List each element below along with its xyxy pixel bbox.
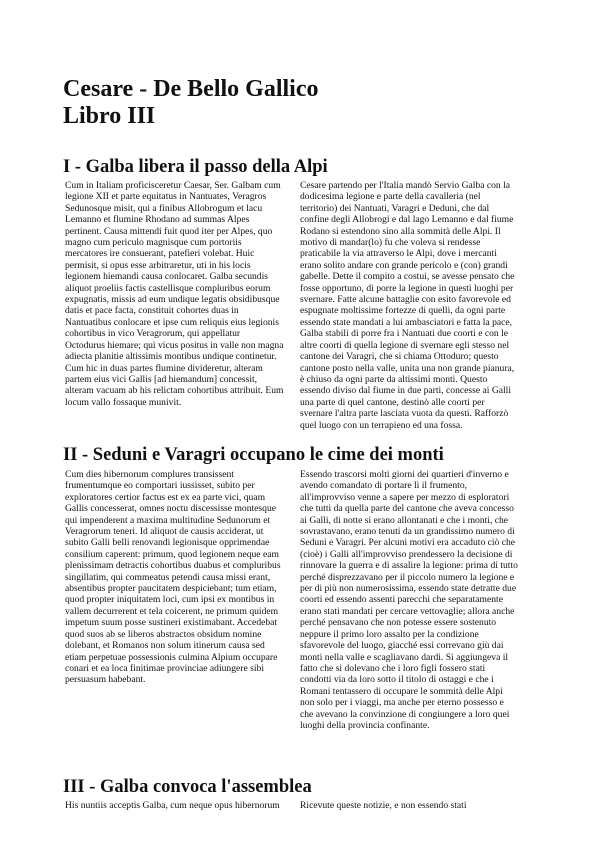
text-line: Cesare partendo per l'Italia mandò Servio Galba con la xyxy=(300,180,511,191)
text-line: Cum hic in duas partes flumine divideretur, alteram xyxy=(65,362,263,374)
text-line: Sedunosque misit, qui a finibus Allobrogum et lacu xyxy=(65,202,263,214)
text-line: Galba stabilì di porre fra i Nantuati due coorti e con le xyxy=(300,328,509,340)
text-line: rinnovare la guerra e di assalire la legione: prima di tutto xyxy=(300,560,518,572)
text-line: permisit, si opus esse arbitraretur, uti in his locis xyxy=(65,259,251,271)
section-2-latin-text xyxy=(65,469,301,686)
text-line: ai Galli, di notte si erano allontanati e che i monti, che xyxy=(300,514,509,526)
text-line: quod suos ab se liberos abstractos obsidum nomine xyxy=(65,628,262,640)
text-line: impetum suum posse sustineri existimabant. Accedebat xyxy=(65,617,278,629)
text-line: una parte di quel cantone, destinò alle coorti per xyxy=(300,396,485,408)
text-line: sfavorevole del luogo, giacché essi correvano giù dai xyxy=(300,640,504,652)
section-1-italian-text xyxy=(300,180,532,431)
text-line: Seduni e Varagri. Per alcuni motivi era accaduto ciò che xyxy=(300,537,516,549)
text-line: adiecta planitie altissimis montibus undique continetur. xyxy=(65,351,277,363)
text-line: che avevano la convinzione di congiungere a loro quei xyxy=(300,708,510,720)
text-line: frumentumque eo comportari iussisset, subito per xyxy=(65,480,255,492)
text-line: vallem decurrerent et tela coicerent, ne primum quidem xyxy=(65,605,279,617)
text-line: cohortibus in vico Veragrorum, qui appellatur xyxy=(65,328,241,340)
text-line: avendo comandato di portare lì il frumento, xyxy=(300,480,468,492)
text-line: Rodano si estendono sino alla sommità delle Alpi. Il xyxy=(300,225,501,237)
text-line: mercatores ire consuerant, patefieri volebat. Huic xyxy=(65,248,255,260)
section-1-latin-text xyxy=(65,180,301,408)
text-line: per di più non numerosissima, essendo state detratte due xyxy=(300,583,517,595)
text-line: legione XII et parte equitatus in Nantuates, Veragros xyxy=(65,191,267,203)
text-line: erano stati mandati per cercare vettovaglie; allora anche xyxy=(300,605,515,617)
text-line: svernare l'altra parte lasciata vuota da questi. Rafforzò xyxy=(300,408,509,420)
text-line: Cum in Italiam proficisceretur Caesar, Ser. Galbam cum xyxy=(65,180,281,191)
section-heading-2: II - Seduni e Varagri occupano le cime dei monti xyxy=(63,445,444,465)
text-line: pertinent. Causa mittendi fuit quod iter per Alpes, quo xyxy=(65,225,273,237)
text-line: Nantuatibus conlocare et ipse cum reliquis eius legionis xyxy=(65,316,279,328)
text-line: Octodurus hiemare; qui vicus positus in valle non magna xyxy=(65,339,284,351)
text-line: Cum dies hibernorum complures transissent xyxy=(65,469,234,480)
text-line: subito Galli belli renovandi legionisque opprimendae xyxy=(65,537,270,549)
document-title xyxy=(63,76,543,130)
document-title-line-1: Cesare - De Bello Gallico xyxy=(63,76,319,102)
text-line: non solo per i viaggi, ma anche per eterno possesso e xyxy=(300,697,504,709)
text-line: legionem hiemandi causa conlocaret. Galba secundis xyxy=(65,271,268,283)
text-line: singillatim, qui commeatus petendi causa missi erant, xyxy=(65,571,271,583)
text-line: neppure il primo loro assalto per la condizione xyxy=(300,628,479,640)
text-line: alteram vacuam ab his relictam cohortibus attribuit. Eum xyxy=(65,385,284,397)
text-line: conari et ea loca finitimae provinciae adiungere sibi xyxy=(65,662,264,674)
text-line: plenissimam detractis cohortibus duabus et compluribus xyxy=(65,560,281,572)
text-line: magno cum periculo magnisque cum portoriis xyxy=(65,237,242,249)
document-title-line-2: Libro III xyxy=(63,103,156,129)
text-line: qui impenderent a maxima multitudine Sedunorum et xyxy=(65,514,271,526)
text-line: consilium caperent: primum, quod legionem neque eam xyxy=(65,548,279,560)
text-line: persuasum habebant. xyxy=(65,674,146,686)
text-line: expugnatis, missis ad eum undique legatis obsidibusque xyxy=(65,294,280,306)
section-heading-1: I - Galba libera il passo della Alpi xyxy=(63,157,328,177)
text-line: cantone dei Varagri, che si chiama Ottoduro; questo xyxy=(300,351,499,363)
text-line: cantone posto nella valle, unita una non grande pianura, xyxy=(300,362,515,374)
text-line: fosse opportuno, di porre la legione in questi luoghi per xyxy=(300,282,514,294)
text-line: quel luogo con un terrapieno ed una fossa. xyxy=(300,419,463,431)
text-line: sovrastavano, erano tenuti da un grandissimo numero di xyxy=(300,526,515,538)
text-line: coorti ed essendo assenti parecchi che separatamente xyxy=(300,594,503,606)
text-line: gabelle. Dette il compito a costui, se avesse pensato che xyxy=(300,271,515,283)
section-3-italian-text xyxy=(300,800,532,811)
text-line: territorio) dei Nantuati, Varagri e Deduni, che dal xyxy=(300,202,490,214)
text-line: Ricevute queste notizie, e non essendo stati xyxy=(300,800,467,811)
text-line: locum vallo fossaque munivit. xyxy=(65,396,182,408)
text-line: perché disprezzavano per il piccolo numero la legione e xyxy=(300,571,515,583)
text-line: dodicesima legione e parte della cavalleria (nel xyxy=(300,191,481,203)
text-line: monti nella valle e scagliavano dardi. Si aggiungeva il xyxy=(300,651,509,663)
text-line: motivo di mandar(lo) fu che voleva si rendesse xyxy=(300,237,481,249)
text-line: Gallis concesserat, omnes noctu discessisse montesque xyxy=(65,503,277,515)
text-line: all'improvviso venne a sapere per mezzo di esploratori xyxy=(300,491,510,503)
section-heading-3: III - Galba convoca l'assemblea xyxy=(63,777,312,797)
section-2-italian-text xyxy=(300,469,532,731)
text-line: confine degli Allobrogi e dal lago Lemanno e dal fiume xyxy=(300,214,514,226)
text-line: svernare. Fatte alcune battaglie con esito favorevole ed xyxy=(300,294,511,306)
text-line: luoghi della provincia confinante. xyxy=(300,719,430,731)
text-line: aliquot proeliis factis castellisque compluribus eorum xyxy=(65,282,271,294)
text-line: espugnate moltissime fortezze di quelli, da ogni parte xyxy=(300,305,506,317)
text-line: His nuntiis acceptis Galba, cum neque opus hibernorum xyxy=(65,800,280,811)
text-line: Essendo trascorsi molti giorni dei quartieri d'inverno e xyxy=(300,469,509,480)
text-line: che tutti da quella parte del cantone che aveva concesso xyxy=(300,503,514,515)
text-line: exploratores certior factus est ex ea parte vici, quam xyxy=(65,491,266,503)
text-line: essendo state mandati a lui ambasciatori e fatta la pace, xyxy=(300,316,513,328)
text-line: datis et pace facta, constituit cohortes duas in xyxy=(65,305,239,317)
text-line: erano solito andare con grande pericolo e (con) grandi xyxy=(300,259,508,271)
text-line: praticabile la via attraverso le Alpi, dove i mercanti xyxy=(300,248,497,260)
text-line: etiam perpetuae possessionis culmina Alpium occupare xyxy=(65,651,278,663)
text-line: Romani tentassero di occupare le sommità delle Alpi xyxy=(300,685,503,697)
text-line: dolebant, et Romanos non solum itinerum causa sed xyxy=(65,640,265,652)
text-line: è chiuso da ogni parte da altissimi monti. Questo xyxy=(300,373,488,385)
text-line: Lemanno et flumine Rhodano ad summas Alpes xyxy=(65,214,250,226)
text-line: condotti via da loro sotto il titolo di ostaggi e che i xyxy=(300,674,494,686)
text-line: altre coorti di quella legione di svernare egli stesso nel xyxy=(300,339,510,351)
section-3-latin-text xyxy=(65,800,301,811)
text-line: perché pensavano che non potesse essere sostenuto xyxy=(300,617,497,629)
text-line: essendo diviso dal fiume in due parti, concesse ai Galli xyxy=(300,385,512,397)
text-line: (cioè) i Galli all'improvviso prendessero la decisione di xyxy=(300,548,513,560)
text-line: quod propter iniquitatem loci, cum ipsi ex montibus in xyxy=(65,594,275,606)
text-line: partem eius vici Gallis [ad hiemandum] concessit, xyxy=(65,373,258,385)
text-line: Veragrorum teneri. Id aliquot de causis acciderat, ut xyxy=(65,526,264,538)
text-line: absentibus propter paucitatem despiciebant; tum etiam, xyxy=(65,583,277,595)
text-line: fatto che si dolevano che i loro figli fossero stati xyxy=(300,662,486,674)
